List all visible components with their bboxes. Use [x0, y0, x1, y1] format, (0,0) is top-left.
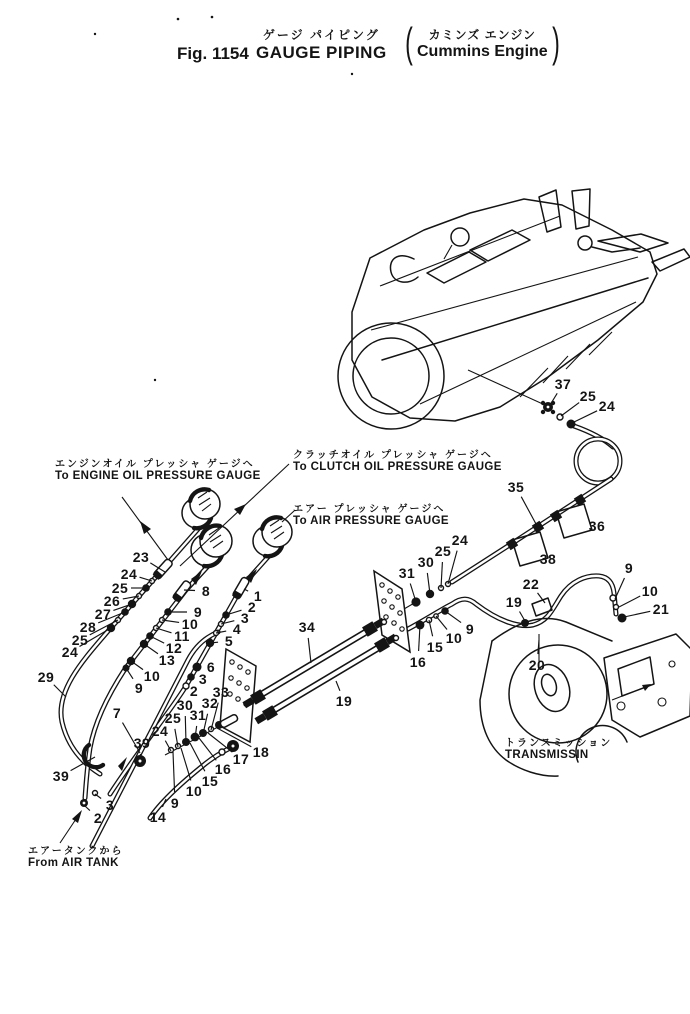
callout-9: 9	[170, 795, 180, 811]
braided-hose-19	[253, 632, 398, 726]
callout-30: 30	[417, 554, 435, 570]
open-paren: (	[405, 19, 413, 66]
callout-31: 31	[189, 707, 207, 723]
callout-39: 39	[52, 768, 70, 784]
label-to-engine-oil-pressure-gauge	[55, 455, 261, 482]
callout-23: 23	[132, 549, 150, 565]
callout-6: 6	[206, 659, 216, 675]
callout-8: 8	[201, 583, 211, 599]
callout-10: 10	[445, 630, 463, 646]
nut-21	[618, 614, 627, 623]
callout-25: 25	[164, 710, 182, 726]
callout-39: 39	[133, 735, 151, 751]
air-tank-arrow	[72, 810, 82, 823]
callout-12: 12	[165, 640, 183, 656]
callout-3: 3	[240, 610, 250, 626]
figure-title-english: GAUGE PIPING	[256, 43, 387, 62]
callout-14: 14	[149, 809, 167, 825]
label-to-engine-oil-pressure-gauge-jp: エンジンオイル プレッシャ ゲージへ	[55, 459, 255, 470]
callout-24: 24	[451, 532, 469, 548]
callout-9: 9	[134, 680, 144, 696]
air-pressure-gauge	[253, 517, 292, 556]
callout-33: 33	[212, 684, 230, 700]
callout-15: 15	[201, 773, 219, 789]
callout-10: 10	[143, 668, 161, 684]
label-to-air-pressure-gauge-en: To AIR PRESSURE GAUGE	[293, 515, 449, 527]
pressure-gauges	[182, 489, 292, 566]
label-transmission	[505, 734, 612, 761]
figure-number: Fig. 1154	[177, 44, 249, 63]
callout-19: 19	[335, 693, 353, 709]
label-to-air-pressure-gauge-jp: エアー プレッシャ ゲージへ	[293, 504, 446, 515]
callout-10: 10	[185, 783, 203, 799]
callout-9: 9	[624, 560, 634, 576]
callout-1: 1	[253, 588, 263, 604]
callout-2: 2	[93, 810, 103, 826]
label-from-air-tank-jp: エアータンクから	[28, 846, 124, 857]
callout-9: 9	[465, 621, 475, 637]
callout-31: 31	[398, 565, 416, 581]
engine-name-english: Cummins Engine	[417, 42, 548, 60]
callout-29: 29	[37, 669, 55, 685]
elbow-fitting-37	[541, 401, 555, 414]
close-paren: )	[551, 19, 560, 66]
callout-25: 25	[111, 580, 129, 596]
gauge-pipe-with-loop	[452, 401, 620, 582]
callout-28: 28	[79, 619, 97, 635]
label-transmission-jp: トランスミッション	[505, 738, 613, 749]
callout-24: 24	[120, 566, 138, 582]
callout-32: 32	[201, 695, 219, 711]
callout-34: 34	[298, 619, 316, 635]
callout-38: 38	[539, 551, 557, 567]
callout-30: 30	[176, 697, 194, 713]
air-tank-fittings	[60, 791, 98, 844]
label-from-air-tank	[28, 842, 124, 869]
callout-25: 25	[579, 388, 597, 404]
label-to-air-pressure-gauge	[293, 500, 449, 527]
callout-21: 21	[652, 601, 670, 617]
callout-16: 16	[409, 654, 427, 670]
engine-oil-gauge	[182, 489, 220, 528]
callout-24: 24	[151, 723, 169, 739]
callout-26: 26	[103, 593, 121, 609]
callout-10: 10	[641, 583, 659, 599]
callout-18: 18	[252, 744, 270, 760]
callout-3: 3	[105, 797, 115, 813]
callout-5: 5	[224, 633, 234, 649]
callout-2: 2	[247, 599, 257, 615]
callout-22: 22	[522, 576, 540, 592]
callout-37: 37	[554, 376, 572, 392]
callout-7: 7	[112, 705, 122, 721]
callout-2: 2	[189, 683, 199, 699]
callout-25: 25	[71, 632, 89, 648]
scan-specks	[94, 16, 353, 381]
label-to-clutch-oil-pressure-gauge-jp: クラッチオイル プレッシャ ゲージへ	[293, 450, 493, 461]
callout-25: 25	[434, 543, 452, 559]
callout-13: 13	[158, 652, 176, 668]
engine-illustration	[338, 189, 690, 429]
callout-15: 15	[426, 639, 444, 655]
callout-35: 35	[507, 479, 525, 495]
label-to-clutch-oil-pressure-gauge	[293, 446, 502, 473]
callout-10: 10	[181, 616, 199, 632]
label-from-air-tank-en: From AIR TANK	[28, 857, 119, 869]
callout-20: 20	[528, 657, 546, 673]
engine-name-japanese: カミンズ エンジン	[428, 27, 537, 42]
callout-17: 17	[232, 751, 250, 767]
callout-4: 4	[232, 621, 242, 637]
callout-16: 16	[214, 761, 232, 777]
callout-24: 24	[61, 644, 79, 660]
label-to-clutch-oil-pressure-gauge-en: To CLUTCH OIL PRESSURE GAUGE	[293, 461, 502, 473]
figure-title-japanese: ゲージ パイピング	[262, 28, 380, 42]
callout-36: 36	[588, 518, 606, 534]
callout-27: 27	[94, 606, 112, 622]
callout-24: 24	[598, 398, 616, 414]
callout-9: 9	[193, 604, 203, 620]
callout-3: 3	[198, 671, 208, 687]
label-to-engine-oil-pressure-gauge-en: To ENGINE OIL PRESSURE GAUGE	[55, 470, 261, 482]
callout-11: 11	[174, 628, 190, 644]
label-transmission-en: TRANSMISSIN	[505, 749, 589, 761]
callout-19: 19	[505, 594, 523, 610]
nut-24	[567, 420, 576, 429]
